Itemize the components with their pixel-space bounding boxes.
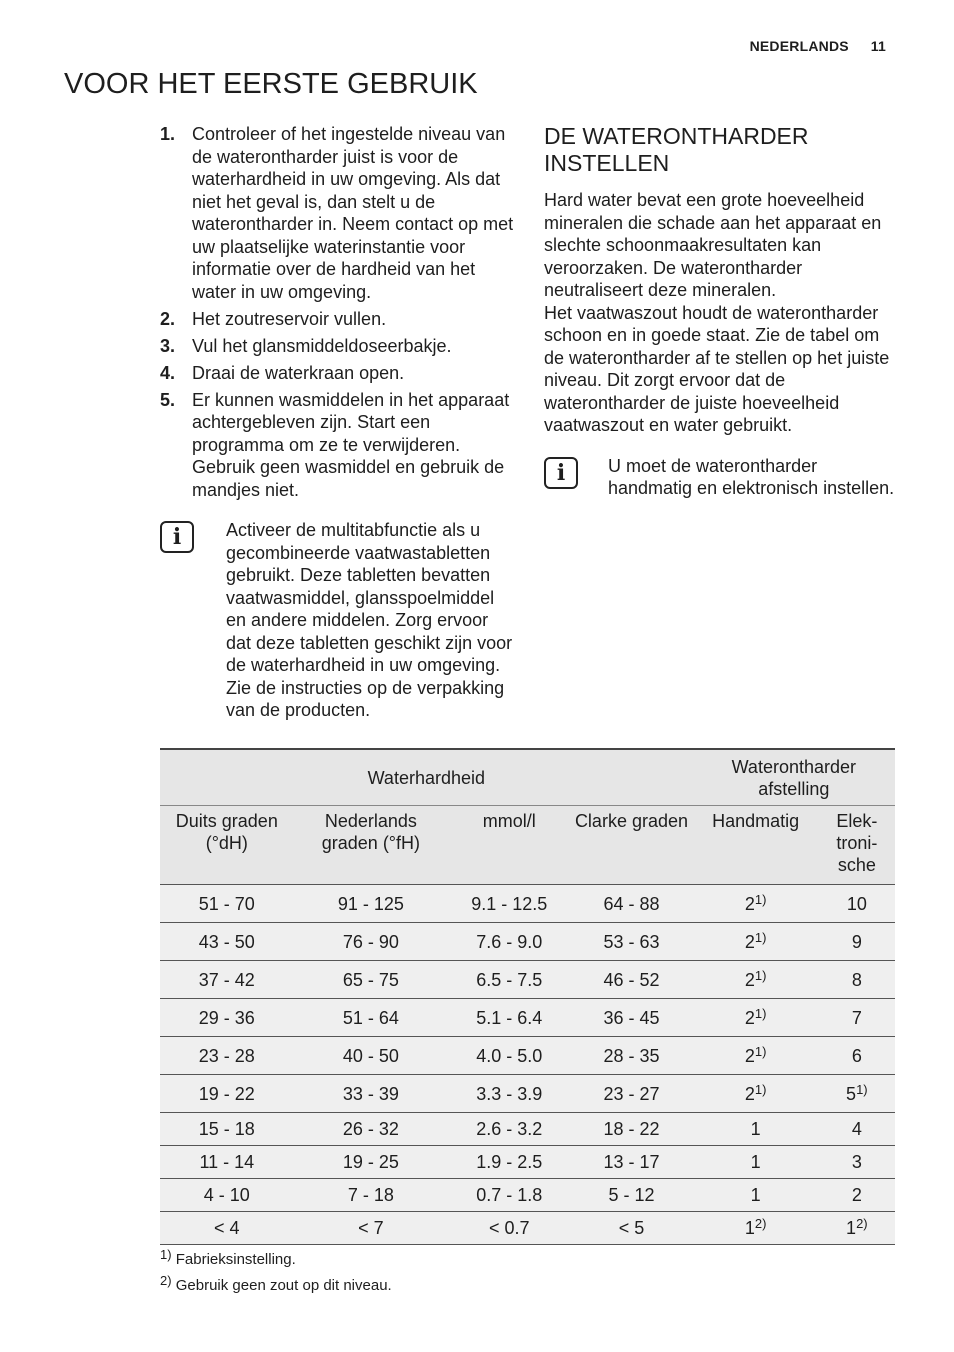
cell-value: 1.9 - 2.5 (476, 1152, 543, 1172)
cell-value: 6.5 - 7.5 (476, 969, 543, 990)
footnote-text: Gebruik geen zout op dit niveau. (175, 1277, 392, 1294)
cell-clarke (570, 923, 692, 961)
column-header-dh: Duits graden (°dH) (160, 806, 294, 885)
list-item (160, 308, 516, 331)
step-number: 5. (160, 389, 176, 410)
left-column (160, 123, 516, 722)
cell-value: 91 - 125 (337, 893, 404, 914)
cell-electronic (819, 1146, 895, 1179)
cell-electronic (819, 885, 895, 923)
cell-value: 76 - 90 (342, 931, 399, 952)
cell-value: 6 (851, 1045, 862, 1066)
cell-fh (294, 1212, 449, 1245)
cell-manual (693, 1179, 819, 1212)
cell-fh (294, 885, 449, 923)
cell-fh (294, 1113, 449, 1146)
cell-electronic (819, 1037, 895, 1075)
cell-value: 5.1 - 6.4 (476, 1007, 543, 1028)
cell-dh (160, 923, 294, 961)
column-header-mmol: mmol/l (448, 806, 570, 885)
cell-value: 65 - 75 (342, 969, 399, 990)
cell-value: 23 - 27 (603, 1083, 660, 1104)
cell-fh (294, 1075, 449, 1113)
step-text: Vul het glansmiddeldoseerbakje. (192, 335, 452, 356)
cell-manual (693, 961, 819, 999)
cell-value: 4.0 - 5.0 (476, 1045, 543, 1066)
cell-dh (160, 961, 294, 999)
column-header-clarke: Clarke graden (570, 806, 692, 885)
step-number: 1. (160, 124, 176, 144)
cell-value: 2 (744, 1045, 755, 1066)
footnote-ref: 1) (754, 891, 767, 907)
cell-value: 5 - 12 (608, 1185, 655, 1205)
note-text: U moet de waterontharder handmatig en elektronisch instellen. (608, 455, 895, 498)
cell-value: 15 - 18 (198, 1119, 255, 1139)
cell-value: 3.3 - 3.9 (476, 1083, 543, 1104)
cell-manual (693, 1212, 819, 1245)
cell-value: 33 - 39 (342, 1083, 399, 1104)
cell-value: 10 (846, 893, 867, 914)
cell-value: 19 - 22 (198, 1083, 255, 1104)
info-icon: i (544, 457, 578, 489)
cell-value: 43 - 50 (198, 931, 255, 952)
cell-value: 7 (851, 1007, 862, 1028)
cell-manual (693, 923, 819, 961)
cell-mmol (448, 1179, 570, 1212)
table-row (160, 885, 895, 923)
footnote-ref: 1) (754, 1043, 767, 1059)
cell-dh (160, 885, 294, 923)
cell-value: 4 - 10 (203, 1185, 250, 1205)
group-header-softener-setting: Waterontharder afstelling (693, 749, 895, 806)
footnote-text: Fabrieksinstelling. (175, 1251, 296, 1268)
step-number: 3. (160, 335, 176, 356)
cell-mmol (448, 923, 570, 961)
table-body (160, 885, 895, 1245)
table-row (160, 1146, 895, 1179)
cell-value: 7 - 18 (347, 1185, 394, 1205)
cell-value: 2 (744, 969, 755, 990)
list-item (160, 335, 516, 358)
cell-electronic (819, 961, 895, 999)
cell-value: 2.6 - 3.2 (476, 1119, 543, 1139)
cell-dh (160, 1146, 294, 1179)
cell-clarke (570, 1146, 692, 1179)
cell-manual (693, 999, 819, 1037)
cell-manual (693, 1113, 819, 1146)
footnotes (160, 1247, 392, 1299)
cell-electronic (819, 999, 895, 1037)
cell-value: 2 (744, 1007, 755, 1028)
cell-dh (160, 1113, 294, 1146)
cell-manual (693, 885, 819, 923)
paragraph: Hard water bevat een grote hoeveelheid mineralen die schade aan het apparaat en slechte schoonmaakresultaten kan veroorzaken. De waterontharder neutraliseert deze mineralen. (544, 190, 882, 300)
cell-mmol (448, 1037, 570, 1075)
cell-manual (693, 1146, 819, 1179)
cell-value: 1 (750, 1185, 761, 1205)
paragraph: Het vaatwaszout houdt de waterontharder schoon en in goede staat. Zie de tabel om de waterontharder af te stellen op het juiste niveau. Dit zorgt ervoor dat de waterontharder de juiste hoeveelheid vaatwaszout en water gebruikt. (544, 302, 890, 435)
cell-value: 29 - 36 (198, 1007, 255, 1028)
cell-value: 51 - 64 (342, 1007, 399, 1028)
cell-value: 13 - 17 (603, 1152, 660, 1172)
cell-mmol (448, 1075, 570, 1113)
cell-electronic (819, 1212, 895, 1245)
list-item (160, 123, 516, 303)
cell-dh (160, 1075, 294, 1113)
footnote-mark: 2) (160, 1273, 172, 1288)
cell-value: 5 (846, 1083, 857, 1104)
cell-value: 37 - 42 (198, 969, 255, 990)
cell-dh (160, 999, 294, 1037)
cell-mmol (448, 885, 570, 923)
cell-clarke (570, 1075, 692, 1113)
cell-value: < 4 (214, 1218, 240, 1238)
page-header (750, 38, 886, 54)
cell-mmol (448, 1212, 570, 1245)
cell-value: < 5 (618, 1218, 645, 1238)
cell-value: 3 (851, 1152, 862, 1172)
step-number: 2. (160, 308, 176, 329)
step-text: Het zoutreservoir vullen. (192, 308, 387, 329)
footnote (160, 1247, 392, 1273)
cell-value: 11 - 14 (199, 1152, 255, 1172)
info-icon: i (160, 521, 194, 553)
cell-mmol (448, 999, 570, 1037)
cell-value: < 0.7 (488, 1218, 530, 1238)
column-header-manual: Handmatig (693, 806, 819, 885)
cell-value: 0.7 - 1.8 (476, 1185, 543, 1205)
cell-fh (294, 1179, 449, 1212)
group-header-water-hardness: Waterhardheid (160, 749, 693, 806)
cell-clarke (570, 1113, 692, 1146)
cell-value: 26 - 32 (342, 1119, 399, 1139)
cell-fh (294, 1037, 449, 1075)
cell-value: 2 (851, 1185, 862, 1205)
cell-dh (160, 1179, 294, 1212)
footnote-ref: 1) (754, 929, 767, 945)
cell-value: 36 - 45 (603, 1007, 660, 1028)
softener-info-note (544, 455, 896, 500)
cell-fh (294, 999, 449, 1037)
cell-clarke (570, 1037, 692, 1075)
cell-electronic (819, 1075, 895, 1113)
step-text: Controleer of het ingestelde niveau van de waterontharder juist is voor de waterhardheid in uw omgeving. Als dat niet het geval is, dan stelt u de waterontharder in. Neem contact op met uw plaatselijke waterinstantie voor informatie over de hardheid van het water in uw omgeving. (192, 124, 514, 302)
cell-fh (294, 1146, 449, 1179)
cell-value: 1 (750, 1119, 761, 1139)
table-row (160, 1113, 895, 1146)
cell-mmol (448, 1146, 570, 1179)
page-number: 11 (870, 38, 886, 54)
step-text: Draai de waterkraan open. (192, 362, 405, 383)
footnote-ref: 1) (754, 1081, 767, 1097)
cell-clarke (570, 961, 692, 999)
footnote-mark: 1) (160, 1247, 172, 1262)
cell-value: 9.1 - 12.5 (471, 893, 548, 914)
cell-value: 9 (851, 931, 862, 952)
footnote-ref: 2) (856, 1216, 868, 1231)
cell-fh (294, 923, 449, 961)
section-heading: DE WATERONTHARDER INSTELLEN (544, 123, 809, 176)
cell-value: 2 (744, 1083, 755, 1104)
list-item (160, 389, 516, 502)
steps-list (160, 123, 516, 501)
water-hardness-table (160, 748, 895, 1245)
footnote-ref: 2) (754, 1216, 767, 1231)
cell-value: 2 (744, 931, 755, 952)
list-item (160, 362, 516, 385)
cell-electronic (819, 1179, 895, 1212)
cell-value: 18 - 22 (603, 1119, 660, 1139)
table-row (160, 1212, 895, 1245)
cell-clarke (570, 1179, 692, 1212)
cell-mmol (448, 1113, 570, 1146)
table-row (160, 1179, 895, 1212)
cell-value: 23 - 28 (198, 1045, 255, 1066)
cell-value: 46 - 52 (603, 969, 660, 990)
multitab-info-note (160, 519, 516, 722)
cell-clarke (570, 999, 692, 1037)
cell-value: < 7 (358, 1218, 384, 1238)
cell-dh (160, 1037, 294, 1075)
footnote-ref: 1) (754, 1005, 767, 1021)
cell-dh (160, 1212, 294, 1245)
cell-fh (294, 961, 449, 999)
table-row (160, 1075, 895, 1113)
footnote-ref: 1) (754, 967, 767, 983)
right-column (544, 123, 896, 500)
cell-value: 19 - 25 (342, 1152, 399, 1172)
column-header-electronic: Elek- troni- sche (819, 806, 895, 885)
header-language: NEDERLANDS (749, 38, 849, 54)
cell-manual (693, 1037, 819, 1075)
step-text: Er kunnen wasmiddelen in het apparaat achtergebleven zijn. Start een programma om ze te verwijderen. Gebruik geen wasmiddel en gebruik de mandjes niet. (192, 389, 510, 500)
cell-electronic (819, 923, 895, 961)
page-title: VOOR HET EERSTE GEBRUIK (64, 68, 478, 100)
cell-value: 1 (846, 1218, 857, 1238)
cell-clarke (570, 885, 692, 923)
cell-value: 40 - 50 (342, 1045, 399, 1066)
note-text: Activeer de multitabfunctie als u gecombineerde vaatwastabletten gebruikt. Deze tabletten bevatten vaatwasmiddel, glansspoelmiddel en andere middelen. Zorg ervoor dat deze tabletten geschikt zijn voor de waterhardheid in uw omgeving. Zie de instructies op de verpakking van de producten. (226, 520, 513, 720)
cell-mmol (448, 961, 570, 999)
cell-value: 8 (851, 969, 862, 990)
cell-value: 64 - 88 (603, 893, 660, 914)
table-row (160, 923, 895, 961)
cell-electronic (819, 1113, 895, 1146)
cell-value: 1 (744, 1218, 755, 1238)
cell-value: 51 - 70 (198, 893, 255, 914)
cell-value: 28 - 35 (603, 1045, 660, 1066)
cell-clarke (570, 1212, 692, 1245)
table-row (160, 999, 895, 1037)
footnote (160, 1273, 392, 1299)
table-row (160, 961, 895, 999)
cell-value: 2 (744, 893, 755, 914)
cell-manual (693, 1075, 819, 1113)
cell-value: 4 (851, 1119, 862, 1139)
cell-value: 53 - 63 (603, 931, 660, 952)
step-number: 4. (160, 362, 176, 383)
column-header-fh: Nederlands graden (°fH) (294, 806, 449, 885)
cell-value: 7.6 - 9.0 (476, 931, 543, 952)
cell-value: 1 (750, 1152, 761, 1172)
footnote-ref: 1) (856, 1081, 868, 1097)
table-row (160, 1037, 895, 1075)
